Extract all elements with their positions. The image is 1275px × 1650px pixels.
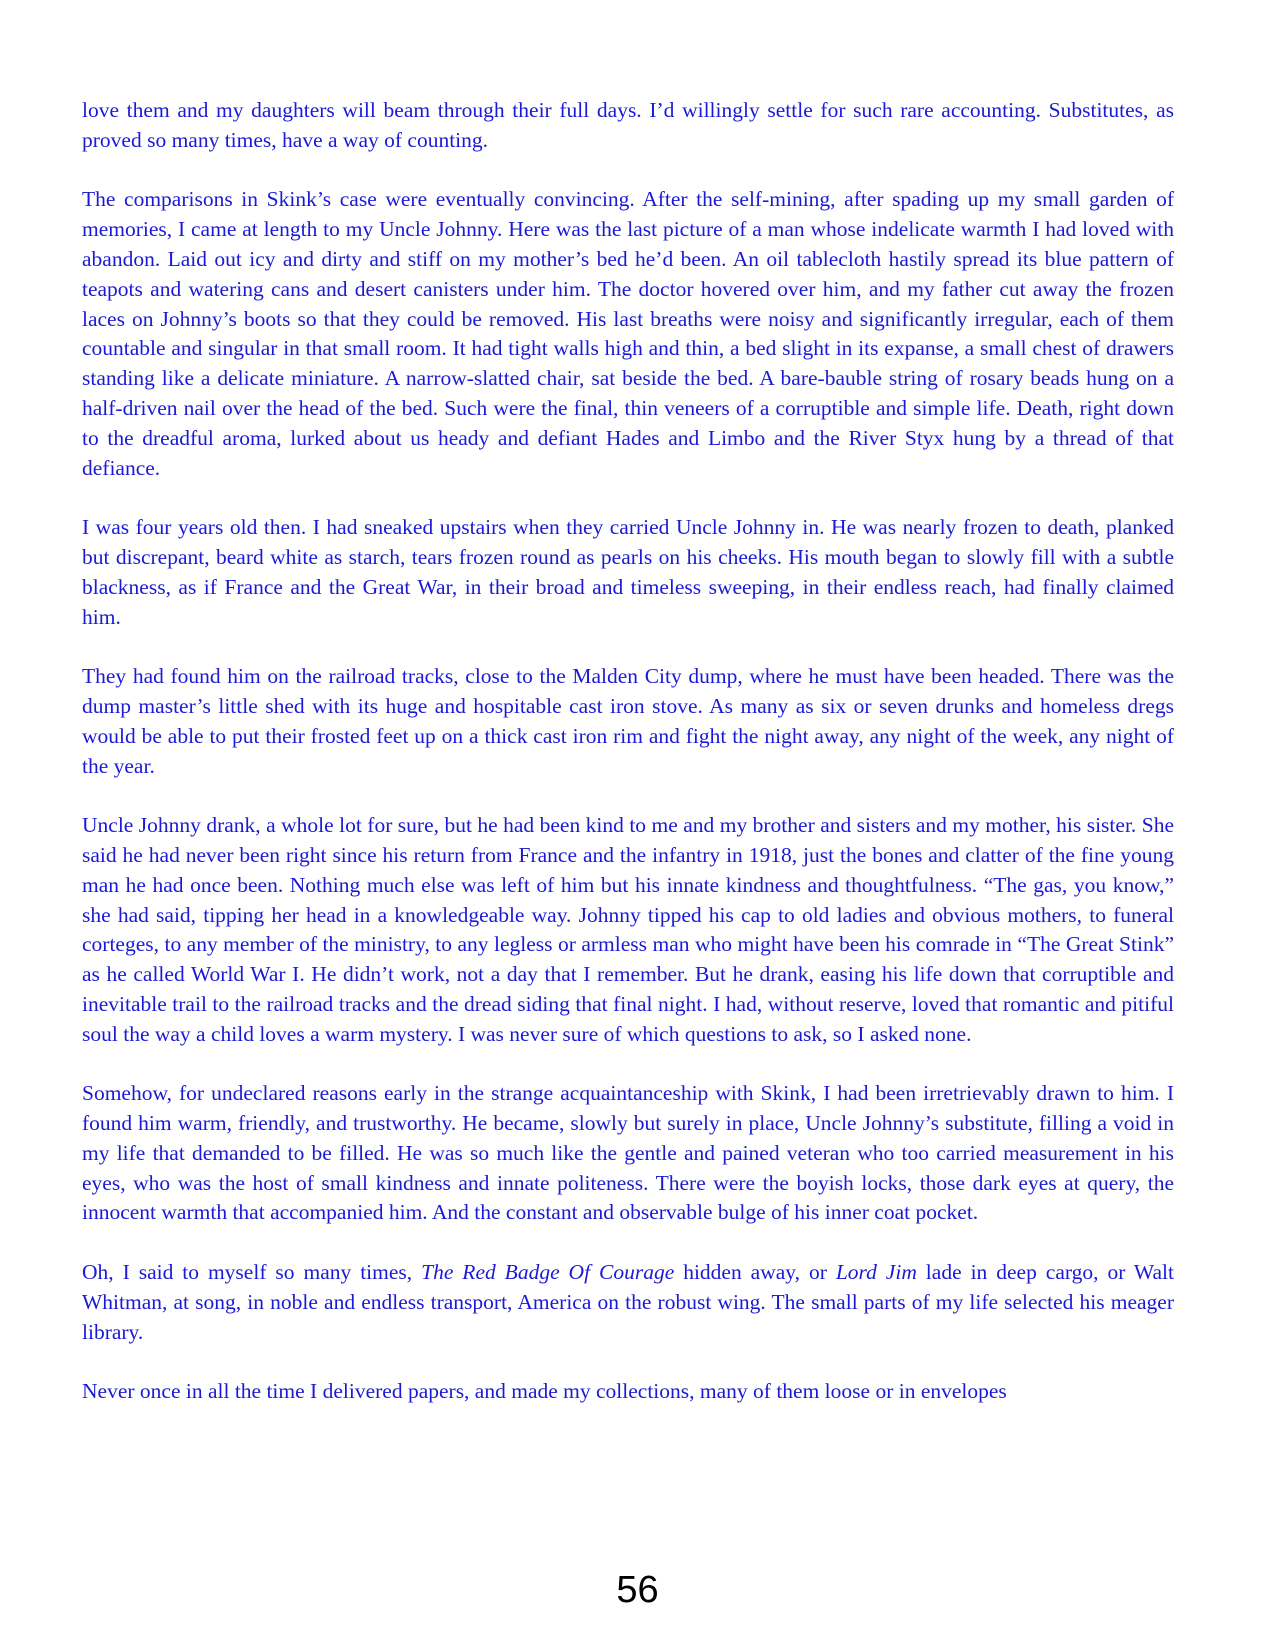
paragraph-5: Uncle Johnny drank, a whole lot for sure, but he had been kind to me and my brother and sisters and my mother, his sister. She said he had never been right since his return from France and the infantry in 1918, just the bones and clatter of the fine young man he had once been. Nothing much else was left of him but his innate kindness and thoughtfulness. “The gas, you know,” she had said, tipping her head in a knowledgeable way. Johnny tipped his cap to old ladies and obvious mothers, to funeral corteges, to any member of the ministry, to any legless or armless man who might have been his comrade in “The Great Stink” as he called World War I. He didn’t work, not a day that I remember. But he drank, easing his life down that corruptible and inevitable trail to the railroad tracks and the dread siding that final night. I had, without reserve, loved that romantic and pitiful soul the way a child loves a warm mystery. I was never sure of which questions to ask, so I asked none.: [82, 813, 1174, 1046]
paragraph-7-text-c: hidden away, or: [674, 1260, 836, 1285]
paragraph-8: Never once in all the time I delivered papers, and made my collections, many of them loose or in envelopes: [82, 1379, 1007, 1404]
page-number: 56: [616, 1569, 659, 1611]
paragraph-7-text-e: lade in deep cargo, or Walt Whitman, at song, in noble and endless transport, America on the robust wing. The small parts of my life selected his meager library.: [82, 1260, 1174, 1344]
book-title-lord-jim: Lord Jim: [835, 1260, 917, 1285]
paragraph-3: I was four years old then. I had sneaked upstairs when they carried Uncle Johnny in. He was nearly frozen to death, planked but discrepant, beard white as starch, tears frozen round as pearls on his cheeks. His mouth began to slowly fill with a subtle blackness, as if France and the Great War, in their broad and timeless sweeping, in their endless reach, had finally claimed him.: [82, 515, 1174, 629]
paragraph-7-text-a: Oh, I said to myself so many times,: [82, 1260, 422, 1285]
book-title-red-badge: The Red Badge Of Courage: [421, 1260, 675, 1285]
paragraph-4: They had found him on the railroad tracks, close to the Malden City dump, where he must have been headed. There was the dump master’s little shed with its huge and hospitable cast iron stove. As many as six or seven drunks and homeless dregs would be able to put their frosted feet up on a thick cast iron rim and fight the night away, any night of the week, any night of the year.: [82, 664, 1174, 778]
paragraph-2: The comparisons in Skink’s case were eventually convincing. After the self-mining, after spading up my small garden of memories, I came at length to my Uncle Johnny. Here was the last picture of a man whose indelicate warmth I had loved with abandon. Laid out icy and dirty and stiff on my mother’s bed he’d been. An oil tablecloth hastily spread its blue pattern of teapots and watering cans and desert canisters under him. The doctor hovered over him, and my father cut away the frozen laces on Johnny’s boots so that they could be removed. His last breaths were noisy and significantly irregular, each of them countable and singular in that small room. It had tight walls high and thin, a bed slight in its expanse, a small chest of drawers standing like a delicate miniature. A narrow-slatted chair, sat beside the bed. A bare-bauble string of rosary beads hung on a half-driven nail over the head of the bed. Such were the final, thin veneers of a corruptible and simple life. Death, right down to the dreadful aroma, lurked about us heady and defiant Hades and Limbo and the River Styx hung by a thread of that defiance.: [82, 187, 1174, 480]
paragraph-1: love them and my daughters will beam through their full days. I’d willingly settle for such rare accounting. Substitutes, as proved so many times, have a way of counting.: [82, 98, 1174, 152]
paragraph-7: [82, 1258, 1174, 1347]
paragraph-6: Somehow, for undeclared reasons early in the strange acquaintanceship with Skink, I had been irretrievably drawn to him. I found him warm, friendly, and trustworthy. He became, slowly but surely in place, Uncle Johnny’s substitute, filling a void in my life that demanded to be filled. He was so much like the gentle and pained veteran who too carried measurement in his eyes, who was the host of small kindness and innate politeness. There were the boyish locks, those dark eyes at query, the innocent warmth that accompanied him. And the constant and observable bulge of his inner coat pocket.: [82, 1081, 1174, 1225]
body-text: [82, 96, 1174, 1407]
